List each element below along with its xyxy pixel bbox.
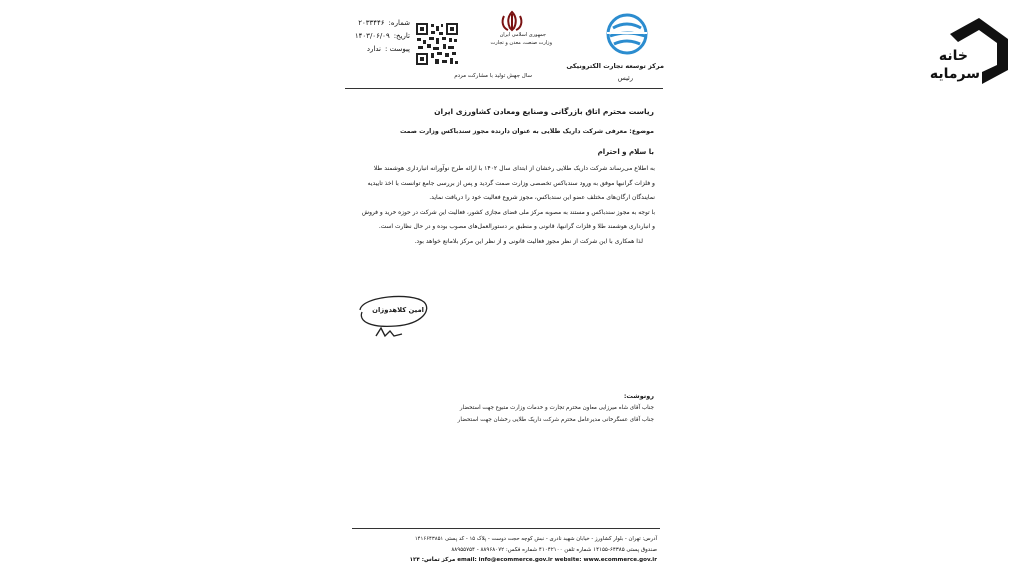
globe-icon (605, 12, 649, 56)
letter-number (330, 17, 410, 30)
letter-number-label: شماره: (388, 19, 410, 27)
subject: موضوع: معرفی شرکت داریک طلایی به عنوان دارنده مجوز سندباکس وزارت صمت (400, 128, 654, 135)
emblem-icon (498, 10, 526, 32)
org-role: رئیس (617, 74, 633, 82)
letter-date-value: ۱۴۰۳/۰۶/۰۹ (354, 32, 390, 40)
letter-date (330, 30, 410, 43)
national-emblem (498, 10, 526, 32)
footer-divider (352, 528, 660, 529)
body-line: لذا همکاری با این شرکت از نظر مجوز فعالیت قانونی و از نظر این مرکز بلامانع خواهد بود. (414, 237, 643, 245)
org-logo (605, 12, 649, 56)
letter-attachment-label: پیوست : (385, 45, 410, 53)
cc-line-2: جناب آقای عسگرخانی مدیرعامل محترم شرکت داریک طلایی رخشان جهت استحضار (457, 417, 654, 423)
greeting: با سلام و احترام (597, 148, 654, 156)
signer-name: امین کلاهدوزان (372, 306, 424, 314)
letter-attachment-value: ندارد (366, 45, 381, 53)
body-line: نمایندگان ارگان‌های مختلف عضو این سندباکس، مجوز شروع فعالیت خود را دریافت نماید. (429, 194, 655, 201)
letter-date-label: تاریخ: (393, 32, 410, 40)
body-line: و فلزات گرانبها موفق به ورود سندباکس تخصصی وزارت صمت گردید و پس از بررسی جامع توانست با اخذ تاییدیه (367, 179, 655, 187)
org-name: مرکز توسعه تجارت الکترونیکی (566, 62, 664, 70)
brand-logo-line1: خانه (938, 48, 968, 64)
brand-logo (898, 12, 1014, 84)
letter-attachment (330, 43, 410, 56)
header-divider (345, 88, 663, 89)
slogan: سال جهش تولید با مشارکت مردم (454, 73, 532, 79)
letter-meta (330, 17, 410, 56)
footer (355, 534, 657, 566)
footer-web: email: info@ecommerce.gov.ir website: www.ecommerce.gov.ir مرکز تماس: ۱۲۴ (409, 557, 657, 563)
qr-code (415, 22, 459, 66)
body-line: به اطلاع می‌رساند شرکت داریک طلایی رخشان از ابتدای سال ۱۴۰۲ با ارائه طرح نوآورانه انبارداری هوشمند طلا (373, 165, 655, 172)
body-line: با توجه به مجوز سندباکس و مستند به مصوبه مرکز ملی فضای مجازی کشور، فعالیت این شرکت در حوزه خرید و فروش (361, 209, 655, 216)
emblem-line2: وزارت صنعت، معدن و تجارت (490, 40, 552, 46)
signature-scribble-icon (372, 322, 408, 342)
qr-code-icon (415, 22, 459, 66)
emblem-line1: جمهوری اسلامی ایران (499, 32, 546, 38)
cc-title: رونوشت: (623, 392, 654, 400)
letter-number-value: ۲۰۳۳۴۴۶ (358, 19, 385, 27)
footer-contact: صندوق پستی ۶۴۳۸۵-۱۴۱۵۵ شماره تلفن ۴۱۰۴۲۱۰۰ شماره فکس: ۸۸۹۶۸۰۷۲ - ۸۸۹۵۵۷۵۴ (451, 546, 657, 553)
handwritten-signature (372, 322, 408, 342)
letter-body (355, 162, 655, 249)
recipient: ریاست محترم اتاق بازرگانی وصنایع ومعادن کشاورزی ایران (434, 107, 654, 116)
body-line: و انبارداری هوشمند طلا و فلزات گرانبها، قانونی و منطبق بر دستورالعمل‌های مصوب بوده و در حال نظارت است. (378, 224, 655, 230)
brand-logo-line2: سرمایه (929, 66, 980, 82)
footer-address: آدرس: تهران - بلوار کشاورز - خیابان شهید نادری - نبش کوچه حجت دوست - پلاک ۱۵ - کد پستی ۱۴۱۶۶۴۳۸۵۱ (414, 536, 657, 542)
cc-line-1: جناب آقای شاه میرزایی معاون محترم تجارت و خدمات وزارت متبوع جهت استحضار (459, 405, 654, 411)
